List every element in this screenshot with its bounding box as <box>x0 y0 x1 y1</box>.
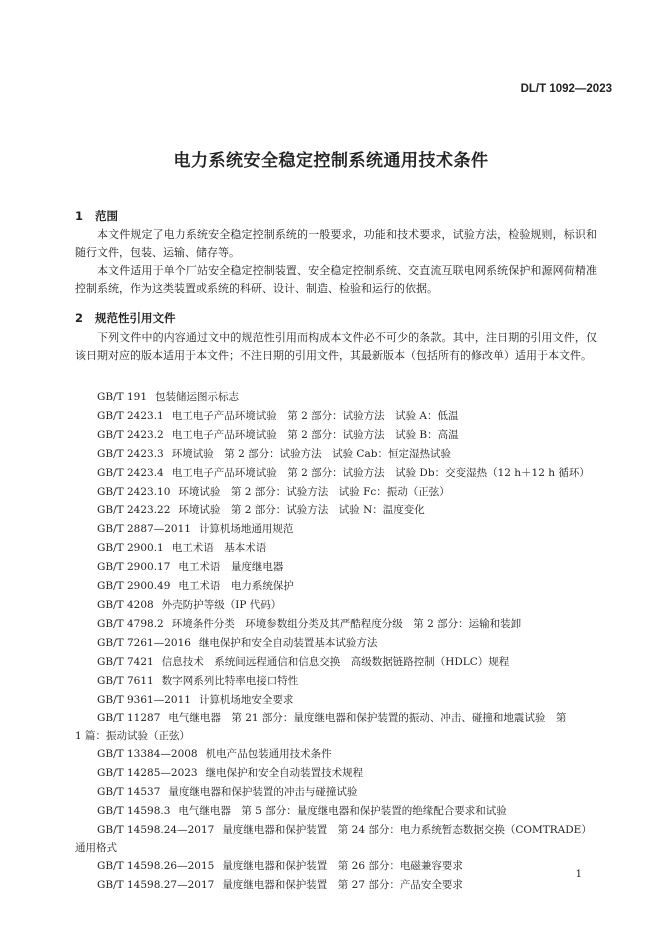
section-1-paragraph: 本文件规定了电力系统安全稳定控制系统的一般要求，功能和技术要求，试验方法，检验规则，标识和随行文件，包装、运输、储存等。 <box>75 228 597 259</box>
document-title: 电力系统安全稳定控制系统通用技术条件 <box>173 151 489 171</box>
section-1-paragraph: 本文件适用于单个厂站安全稳定控制装置、安全稳定控制系统、交直流互联电网系统保护和源网荷精准控制系统，作为这类装置或系统的科研、设计、制造、检验和运行的依据。 <box>75 264 597 295</box>
reference-title: 机电产品包装通用技术条件 <box>205 748 332 761</box>
reference-code: GB/T 2887—2011 <box>97 523 191 536</box>
reference-title: 计算机场地通用规范 <box>198 523 294 536</box>
reference-title: 电工术语 基本术语 <box>171 542 267 555</box>
reference-code: GB/T 2423.22 <box>97 504 171 517</box>
reference-code: GB/T 14598.24—2017 <box>97 824 215 837</box>
reference-item <box>75 876 597 895</box>
reference-code: GB/T 2423.3 <box>97 447 164 460</box>
reference-title: 数字网系列比特率电接口特性 <box>161 674 299 687</box>
reference-list <box>75 388 597 895</box>
reference-title: 继电保护和安全自动装置基本试验方法 <box>198 636 378 649</box>
reference-title: 环境试验 第 2 部分：试验方法 试验 N：温度变化 <box>178 504 425 517</box>
reference-item <box>75 764 597 783</box>
reference-title: 量度继电器和保护装置的冲击与碰撞试验 <box>168 786 358 799</box>
reference-title: 量度继电器和保护装置 第 26 部分：电磁兼容要求 <box>222 860 463 873</box>
reference-code: GB/T 7611 <box>97 674 154 687</box>
reference-title: 电工电子产品环境试验 第 2 部分：试验方法 试验 Db：交变湿热（12 h＋12 h 循环） <box>171 466 590 479</box>
reference-title: 外壳防护等级（IP 代码） <box>161 598 282 611</box>
reference-title: 环境试验 第 2 部分：试验方法 试验 Fc：振动（正弦） <box>178 485 450 498</box>
reference-code: GB/T 2423.10 <box>97 485 171 498</box>
section-1-number: 1 <box>75 209 84 223</box>
reference-title: 电工电子产品环境试验 第 2 部分：试验方法 试验 A：低温 <box>171 409 459 422</box>
reference-title: 量度继电器和保护装置 第 27 部分：产品安全要求 <box>222 878 463 891</box>
reference-title: 环境条件分类 环境参数组分类及其严酷程度分级 第 2 部分：运输和装卸 <box>171 617 522 630</box>
reference-title: 继电保护和安全自动装置技术规程 <box>205 767 364 780</box>
reference-title: 电气继电器 第 5 部分：量度继电器和保护装置的绝缘配合要求和试验 <box>178 805 507 818</box>
standard-number: DL/T 1092—2023 <box>520 83 612 95</box>
reference-item <box>75 577 597 596</box>
reference-code: GB/T 9361—2011 <box>97 693 191 706</box>
reference-title: 环境试验 第 2 部分：试验方法 试验 Cab：恒定湿热试验 <box>171 447 451 460</box>
reference-title: 电工术语 电力系统保护 <box>178 580 294 593</box>
reference-item <box>75 634 597 653</box>
section-2-intro: 下列文件中的内容通过文中的规范性引用而构成本文件必不可少的条款。其中，注日期的引用文件，仅该日期对应的版本适用于本文件；不注日期的引用文件，其最新版本（包括所有的修改单）适用于本文件。 <box>75 331 597 362</box>
reference-title-continued: 通用格式 <box>75 842 117 855</box>
reference-item <box>75 464 597 483</box>
section-2-heading <box>75 310 176 326</box>
reference-code: GB/T 14537 <box>97 786 161 799</box>
reference-item <box>75 407 597 426</box>
reference-title: 包装储运图示标志 <box>155 391 240 403</box>
reference-code: GB/T 2900.49 <box>97 580 171 593</box>
reference-item <box>75 783 597 802</box>
reference-code: GB/T 2423.2 <box>97 428 164 441</box>
reference-item <box>75 709 597 745</box>
reference-item <box>75 802 597 821</box>
reference-item <box>75 821 597 857</box>
section-2-number: 2 <box>75 311 84 325</box>
reference-code: GB/T 14598.26—2015 <box>97 860 215 873</box>
reference-code: GB/T 4798.2 <box>97 617 164 630</box>
reference-title: 计算机场地安全要求 <box>198 693 294 706</box>
reference-code: GB/T 7421 <box>97 655 154 668</box>
reference-item <box>75 857 597 876</box>
reference-code: GB/T 14285—2023 <box>97 767 198 780</box>
reference-code: GB/T 14598.3 <box>97 805 171 818</box>
reference-item <box>75 501 597 520</box>
reference-title: 电工术语 量度继电器 <box>178 561 284 574</box>
reference-title: 信息技术 系统间远程通信和信息交换 高级数据链路控制（HDLC）规程 <box>161 655 510 668</box>
reference-item <box>75 691 597 710</box>
page-number: 1 <box>575 869 582 880</box>
reference-item <box>75 615 597 634</box>
reference-item <box>75 745 597 764</box>
reference-item <box>75 483 597 502</box>
reference-item <box>75 596 597 615</box>
reference-item <box>75 672 597 691</box>
reference-title: 量度继电器和保护装置 第 24 部分：电力系统暂态数据交换（COMTRADE） <box>222 824 592 837</box>
reference-code: GB/T 13384—2008 <box>97 748 198 761</box>
reference-code: GB/T 2900.1 <box>97 542 164 555</box>
reference-item <box>75 388 597 407</box>
reference-item <box>75 445 597 464</box>
reference-item <box>75 426 597 445</box>
reference-code: GB/T 11287 <box>97 712 161 725</box>
reference-code: GB/T 14598.27—2017 <box>97 878 215 891</box>
reference-code: GB/T 4208 <box>97 598 154 611</box>
section-1-title: 范围 <box>95 209 118 223</box>
section-2-title: 规范性引用文件 <box>95 311 176 325</box>
reference-item <box>75 539 597 558</box>
reference-item <box>75 558 597 577</box>
reference-code: GB/T 2423.4 <box>97 466 164 479</box>
reference-code: GB/T 2423.1 <box>97 409 164 422</box>
section-1-heading <box>75 208 118 224</box>
reference-title: 电气继电器 第 21 部分：量度继电器和保护装置的振动、冲击、碰撞和地震试验 第 <box>168 712 567 725</box>
reference-item <box>75 520 597 539</box>
reference-code: GB/T 7261—2016 <box>97 636 191 649</box>
reference-title-continued: 1 篇：振动试验（正弦） <box>75 730 191 743</box>
reference-code: GB/T 2900.17 <box>97 561 171 574</box>
reference-code: GB/T 191 <box>97 391 148 403</box>
reference-title: 电工电子产品环境试验 第 2 部分：试验方法 试验 B：高温 <box>171 428 459 441</box>
reference-item <box>75 653 597 672</box>
